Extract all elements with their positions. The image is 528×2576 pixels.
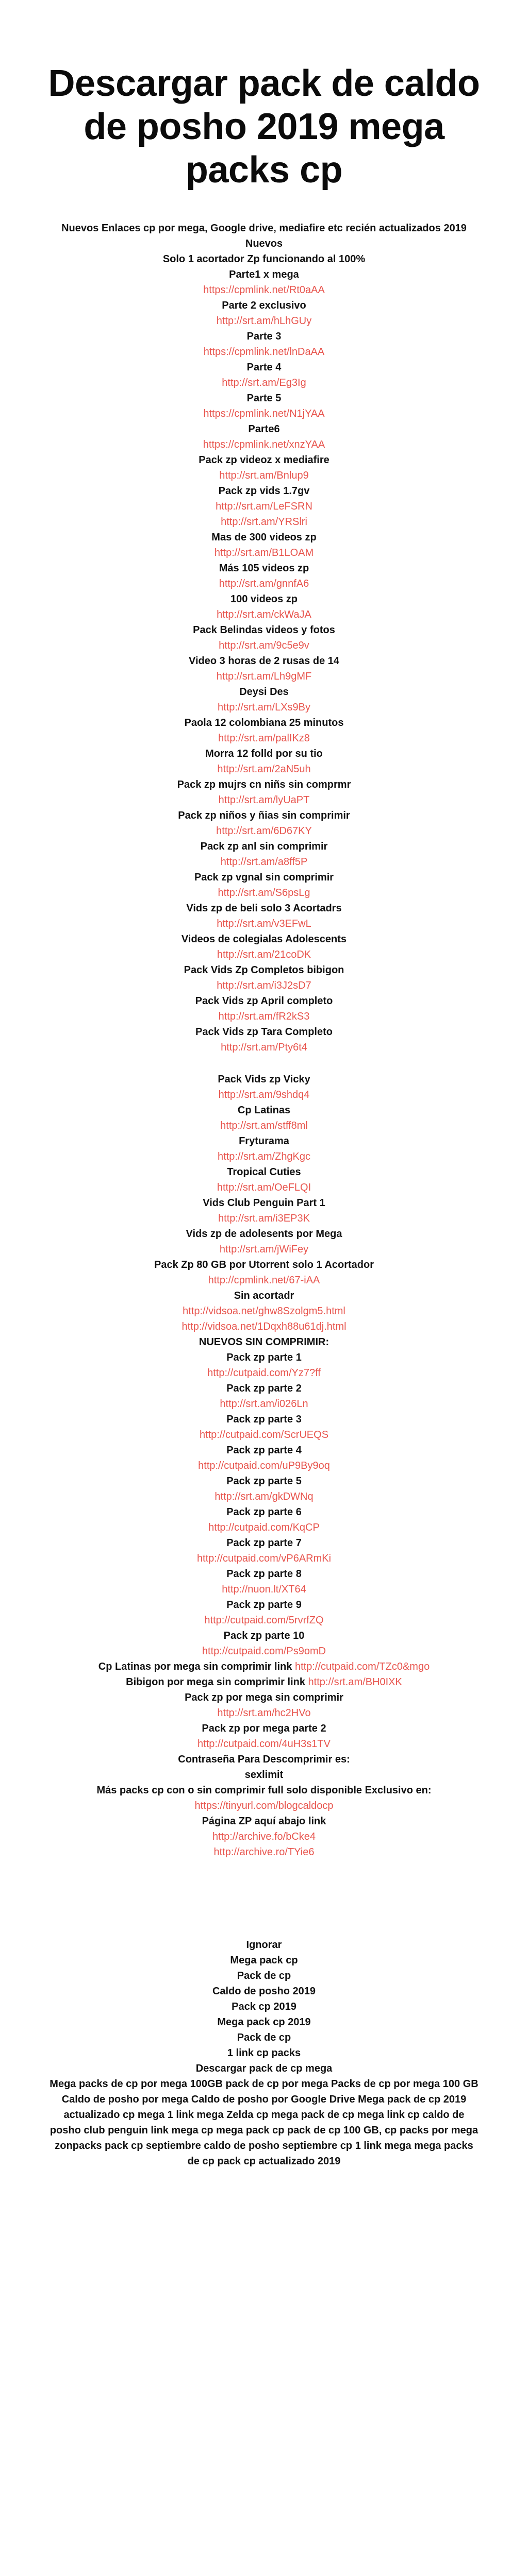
link-line [47,1829,481,1844]
link-line [47,1365,481,1381]
text-line [47,251,481,267]
line-text: Nuevos [245,238,283,249]
link-line [47,1009,481,1024]
content-link[interactable]: http://cutpaid.com/4uH3s1TV [197,1738,331,1750]
content-link[interactable]: http://srt.am/gnnfA6 [219,578,309,589]
line-text: Pack zp parte 1 [226,1352,302,1363]
line-text: Pack zp vids 1.7gv [218,485,310,497]
content-link[interactable]: https://cpmlink.net/xnzYAA [203,439,325,450]
text-line [47,452,481,468]
line-text: Pack Vids zp Tara Completo [195,1026,333,1038]
link-line [47,607,481,622]
line-text: Sin acortadr [234,1290,294,1301]
content-link[interactable]: http://srt.am/9shdq4 [218,1089,310,1100]
text-line [47,391,481,406]
text-line [47,1133,481,1149]
line-text: Solo 1 acortador Zp funcionando al 100% [162,253,366,265]
article-body [47,221,481,1860]
text-line [47,962,481,978]
line-text: Más 105 videos zp [219,563,309,574]
link-line [47,1303,481,1319]
text-line [47,1674,481,1690]
line-text: Pack zp parte 5 [226,1476,302,1487]
line-text: Pack zp mujrs cn niñs sin comprmr [177,779,351,790]
content-link[interactable]: http://srt.am/jWiFey [219,1244,309,1255]
keyword-line: Ignorar [246,1939,282,1951]
line-text: Más packs cp con o sin comprimir full solo disponible Exclusivo en: [96,1785,432,1796]
text-line [47,221,481,236]
content-link[interactable]: http://srt.am/stff8ml [220,1120,308,1131]
text-line [47,1195,481,1211]
text-line [47,267,481,282]
text-line [47,1412,481,1427]
link-line [47,1040,481,1055]
keyword-line: Mega pack cp [230,1955,298,1966]
text-line [47,1381,481,1396]
text-line [47,1334,481,1350]
link-line [47,1211,481,1226]
line-text: Vids zp de beli solo 3 Acortadrs [186,903,342,914]
article [47,0,481,2169]
text-line [47,1072,481,1087]
line-text: Bibigon por mega sin comprimir link [126,1676,308,1688]
keyword-line: 1 link cp packs [227,2047,301,2059]
content-link[interactable]: http://srt.am/ckWaJA [217,609,311,620]
line-spacer [47,1055,481,1072]
link-line [47,375,481,391]
line-text: Pack zp anl sin comprimir [200,841,328,852]
content-link[interactable]: http://srt.am/gkDWNq [214,1491,314,1502]
line-text: Video 3 horas de 2 rusas de 14 [189,655,339,667]
link-line [47,1396,481,1412]
text-line [47,1628,481,1643]
line-text: Pack zp parte 7 [226,1537,302,1549]
keyword-line: actualizado cp mega 1 link mega Zelda cp mega pack de cp mega link cp caldo de posho club penguin link mega cp mega pack cp pack de cp 100 GB, cp packs por mega zonpacks pack cp septiembre caldo de posho septiembre cp 1 link mega mega packs de cp pack cp actualizado 2019 [50,2109,478,2167]
link-line [47,437,481,452]
text-line [47,1103,481,1118]
page-title: Descargar pack de caldo de posho 2019 mega packs cp [48,63,480,191]
line-text: Parte 3 [246,331,282,342]
line-text: Nuevos Enlaces cp por mega, Google drive, mediafire etc recién actualizados 2019 [61,223,467,234]
content-link[interactable]: http://srt.am/i3EP3K [218,1213,310,1224]
link-line [47,1520,481,1535]
link-line [47,669,481,684]
text-line [47,1257,481,1273]
line-text: sexlimit [244,1769,284,1781]
link-line [47,731,481,746]
link-line [47,700,481,715]
text-line [47,1690,481,1705]
link-line [47,1273,481,1288]
line-text: Pack zp por mega sin comprimir [185,1692,343,1703]
keyword-line: Pack de cp [237,2032,291,2043]
text-line [47,1535,481,1551]
link-line [47,1736,481,1752]
link-line [47,1489,481,1504]
link-line [47,344,481,360]
link-line [47,1798,481,1814]
keyword-line: Mega packs de cp por mega 100GB pack de cp por mega Packs de cp por mega 100 GB Caldo de posho por mega Caldo de posho por Google Drive Mega pack de cp 2019 [50,2078,478,2105]
content-link[interactable]: http://cutpaid.com/5rvrfZQ [204,1615,324,1626]
line-text: Pack zp videoz x mediafire [199,454,329,466]
text-line [47,901,481,916]
text-line [47,1504,481,1520]
content-link[interactable]: http://cutpaid.com/Yz7?ff [207,1367,321,1379]
line-text: Morra 12 folld por su tio [205,748,323,759]
text-line [47,684,481,700]
text-line [47,591,481,607]
keyword-line: Caldo de posho 2019 [212,1986,316,1997]
content-link[interactable]: http://srt.am/YRSlri [221,516,307,528]
line-text: Pack zp por mega parte 2 [202,1723,326,1734]
line-text: Tropical Cuties [227,1166,301,1178]
line-text: Pack Vids zp Vicky [218,1074,310,1085]
content-link[interactable]: http://srt.am/ZhgKgc [217,1151,311,1162]
link-line [47,854,481,870]
link-line [47,545,481,561]
link-line [47,638,481,653]
link-line [47,885,481,901]
text-line [47,1814,481,1829]
line-text: Pack zp niños y ñias sin comprimir [178,810,350,821]
line-text: Pack zp parte 2 [226,1383,302,1394]
link-line [47,916,481,931]
content-link[interactable]: http://srt.am/i3J2sD7 [217,980,311,991]
text-line [47,1443,481,1458]
line-text: Pack Zp 80 GB por Utorrent solo 1 Acortador [154,1259,374,1270]
line-text: Pack zp parte 3 [226,1414,302,1425]
link-line [47,1613,481,1628]
line-text: Pack zp parte 4 [226,1445,302,1456]
content-link[interactable]: http://vidsoa.net/1Dqxh88u61dj.html [182,1321,346,1332]
content-link[interactable]: http://srt.am/OeFLQI [217,1182,311,1193]
text-line [47,653,481,669]
text-line [47,1767,481,1783]
text-line [47,1164,481,1180]
text-line [47,1721,481,1736]
text-line [47,360,481,375]
keyword-line: Pack cp 2019 [232,2001,296,2012]
content-link[interactable]: http://archive.fo/bCke4 [212,1831,316,1842]
content-link[interactable]: http://srt.am/hc2HVo [217,1707,311,1719]
link-line [47,1582,481,1597]
content-link[interactable]: http://srt.am/Pty6t4 [221,1042,307,1053]
line-text: 100 videos zp [230,594,298,605]
link-line [47,514,481,530]
link-line [47,1149,481,1164]
text-line [47,421,481,437]
link-line [47,1705,481,1721]
content-link[interactable]: http://srt.am/6D67KY [216,825,312,837]
line-text: Vids zp de adolesents por Mega [186,1228,342,1240]
content-link[interactable]: http://cutpaid.com/Ps9omD [202,1646,326,1657]
content-link[interactable]: http://srt.am/i026Ln [220,1398,308,1410]
keyword-line: Mega pack cp 2019 [217,2016,311,2028]
content-link[interactable]: http://srt.am/Lh9gMF [216,671,312,682]
link-line [47,792,481,808]
text-line [47,1473,481,1489]
text-line [47,746,481,761]
line-text: Pack zp parte 9 [226,1599,302,1611]
link-line [47,282,481,298]
link-line [47,1643,481,1659]
content-link[interactable]: http://srt.am/9c5e9v [219,640,309,651]
line-text: Parte 2 exclusivo [222,300,306,311]
link-line [47,1551,481,1566]
content-link[interactable]: http://srt.am/lyUaPT [218,794,310,806]
content-link[interactable]: http://archive.ro/TYie6 [213,1846,315,1858]
inline-link[interactable]: http://srt.am/BH0IXK [308,1676,402,1688]
text-line [47,1752,481,1767]
line-text: Parte6 [248,423,280,435]
content-link[interactable]: http://cpmlink.net/67-iAA [208,1275,320,1286]
line-text: Parte 5 [246,393,282,404]
line-text: Videos de colegialas Adolescents [181,934,347,945]
line-text: Pack zp vgnal sin comprimir [194,872,334,883]
line-text: Mas de 300 videos zp [211,532,317,543]
text-line [47,839,481,854]
content-link[interactable]: http://vidsoa.net/ghw8Szolgm5.html [183,1306,345,1317]
inline-link[interactable]: http://cutpaid.com/TZc0&mgo [294,1661,430,1672]
keyword-line: Pack de cp [237,1970,291,1981]
content-link[interactable]: http://srt.am/hLhGUy [216,315,312,327]
content-link[interactable]: http://cutpaid.com/ScrUEQS [199,1429,329,1440]
text-line [47,715,481,731]
content-link[interactable]: http://cutpaid.com/uP9By9oq [198,1460,330,1471]
text-line [47,993,481,1009]
link-line [47,313,481,329]
link-line [47,1427,481,1443]
content-link[interactable]: http://srt.am/21coDK [217,949,311,960]
link-line [47,1118,481,1133]
link-line [47,1087,481,1103]
content-link[interactable]: https://tinyurl.com/blogcaldocp [194,1800,334,1811]
text-line [47,1659,481,1674]
text-line [47,1783,481,1798]
text-line [47,777,481,792]
line-text: Vids Club Penguin Part 1 [203,1197,325,1209]
link-line [47,576,481,591]
text-line [47,329,481,344]
text-line [47,808,481,823]
line-text: Deysi Des [239,686,289,698]
content-link[interactable]: http://srt.am/LeFSRN [216,501,312,512]
text-line [47,1350,481,1365]
link-line [47,978,481,993]
link-line [47,1242,481,1257]
text-line [47,1566,481,1582]
content-link[interactable]: http://srt.am/B1LOAM [214,547,314,558]
line-text: Página ZP aquí abajo link [202,1816,326,1827]
text-line [47,870,481,885]
content-link[interactable]: https://cpmlink.net/Rt0aAA [203,284,325,296]
content-link[interactable]: http://cutpaid.com/vP6ARmKi [196,1553,332,1564]
text-line [47,298,481,313]
text-line [47,1288,481,1303]
content-link[interactable]: http://srt.am/LXs9By [217,702,311,713]
link-line [47,468,481,483]
line-text: NUEVOS SIN COMPRIMIR: [199,1336,329,1348]
text-line [47,530,481,545]
text-line [47,1024,481,1040]
link-line [47,761,481,777]
content-link[interactable]: http://srt.am/palIKz8 [218,733,310,744]
line-text: Pack zp parte 6 [226,1506,302,1518]
line-text: Pack Vids Zp Completos bibigon [184,964,344,976]
text-line [47,1597,481,1613]
text-line [47,931,481,947]
line-text: Parte 4 [246,362,282,373]
content-link[interactable]: http://srt.am/2aN5uh [217,764,311,775]
line-text: Fryturama [239,1136,289,1147]
text-line [47,236,481,251]
line-text: Pack Vids zp April completo [195,995,333,1007]
line-text: Pack zp parte 8 [226,1568,302,1580]
line-text: Parte1 x mega [229,269,299,280]
text-line [47,1226,481,1242]
link-line [47,406,481,421]
content-link[interactable]: http://srt.am/fR2kS3 [218,1011,310,1022]
content-link[interactable]: http://srt.am/Bnlup9 [219,470,309,481]
content-link[interactable]: https://cpmlink.net/N1jYAA [203,408,325,419]
link-line [47,947,481,962]
text-line [47,622,481,638]
link-line [47,1180,481,1195]
content-link[interactable]: http://nuon.lt/XT64 [222,1584,306,1595]
line-text: Cp Latinas [237,1105,291,1116]
link-line [47,1319,481,1334]
line-text: Pack zp parte 10 [223,1630,305,1641]
content-link[interactable]: http://srt.am/S6psLg [218,887,310,899]
line-text: Cp Latinas por mega sin comprimir link [98,1661,295,1672]
content-link[interactable]: http://cutpaid.com/KqCP [208,1522,320,1533]
link-line [47,823,481,839]
content-link[interactable]: http://srt.am/v3EFwL [217,918,311,929]
link-line [47,1458,481,1473]
keyword-list [47,1937,481,2169]
link-line [47,1844,481,1860]
keyword-line: Descargar pack de cp mega [195,2063,333,2074]
line-text: Contraseña Para Descomprimir es: [178,1754,350,1765]
content-link[interactable]: http://srt.am/a8ff5P [220,856,308,868]
content-link[interactable]: https://cpmlink.net/lnDaAA [203,346,325,358]
content-link[interactable]: http://srt.am/Eg3Ig [222,377,306,388]
text-line [47,561,481,576]
section-spacer [47,1860,481,1937]
text-line [47,483,481,499]
link-line [47,499,481,514]
line-text: Paola 12 colombiana 25 minutos [184,717,344,728]
line-text: Pack Belindas videos y fotos [193,624,335,636]
